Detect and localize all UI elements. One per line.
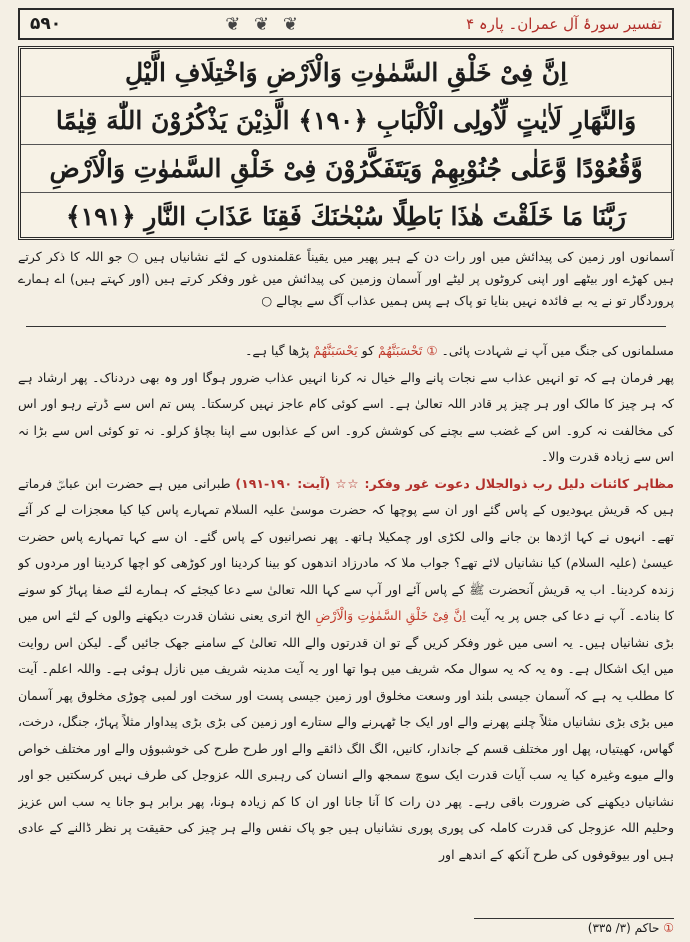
footnote-marker-text: ① تَحْسَبَنَّهُمْ [378, 343, 438, 358]
page-header [18, 8, 674, 40]
quranic-quote: اِنَّ فِیْ خَلْقِ السَّمٰوٰتِ وَالْاَرْضِ [315, 608, 466, 623]
footnote-text: حاکم (۳/ ۳۳۵) [587, 921, 660, 935]
quranic-word: یَحْسَبَنَّهُمْ [313, 343, 358, 358]
commentary-text-run: کو [361, 343, 375, 358]
commentary-text-run: مسلمانوں کی جنگ میں آپ نے شہادت پائی۔ [441, 343, 674, 358]
verse-line: وَالنَّهَارِ لَاٰیٰتٍ لِّاُولِی الْاَلْبَابِ ﴿۱۹۰﴾ الَّذِیْنَ یَذْکُرُوْنَ اللّٰهَ قِیٰمًا [21, 97, 671, 145]
section-divider [26, 326, 666, 327]
footnote-number: ① [663, 921, 674, 935]
commentary-text-run: پڑھا گیا ہے۔ [245, 343, 310, 358]
verse-line: وَّقُعُوْدًا وَّعَلٰی جُنُوْبِهِمْ وَیَتَفَکَّرُوْنَ فِیْ خَلْقِ السَّمٰوٰتِ وَالْاَرْضِ [21, 145, 671, 193]
commentary-paragraph [18, 471, 674, 869]
header-ornament-icon: ❦ ❦ ❦ [225, 13, 302, 35]
section-heading: مظاہر کائنات دلیل رب ذوالجلال دعوت غور وفکر: ☆☆ (آیت: ۱۹۰-۱۹۱) [235, 475, 674, 491]
footnote [18, 920, 674, 936]
commentary-text-run: طبرانی میں ہے حضرت ابن عباسؓ فرماتے ہیں کہ قریش یہودیوں کے پاس گئے اور ان سے پوچھا کہ حضرت موسیٰ علیہ السلام تمہارے پاس کیا کیا معجزات لے کر آئے تھے۔ انہوں نے کہا اژدھا بن جانے والی لکڑی اور چمکیلا ہاتھ۔ پھر نصرانیوں کے پاس گئے۔ ان سے کہا تمہارے پاس حضرت عیسیٰ (علیہ السلام) کیا نشانیاں لائے تھے؟ جواب ملا کہ مادرزاد اندھوں کو بینا کردینا اور کوڑھی کو اچھا کردینا اور مردوں کو زندہ کردینا۔ اب یہ قریش آنحضرت ﷺ کے پاس آئے اور آپ سے کہا اللہ تعالیٰ سے دعا کیجئے کہ ہمارے لئے صفا پہاڑ کو سونے کا بنادے۔ آپ نے دعا کی جس پر یہ آیت [18, 475, 674, 623]
commentary-text [18, 338, 674, 918]
running-title: تفسیر سورۂ آل عمران۔ پارہ ۴ [466, 15, 662, 33]
commentary-text-run: الخ اتری یعنی نشان قدرت دیکھنے والوں کے لئے اس میں بڑی نشانیاں ہیں۔ یہ اسی میں غور وفکر کریں گے تو ان قدرتوں والے اللہ تعالیٰ کے سامنے جھک جائیں گے۔ لیکن اس روایت میں ایک اشکال ہے۔ وہ یہ کہ یہ سوال مکہ شریف میں ہوا تھا اور یہ آیت مدینہ شریف میں نازل ہوئی ہے۔ واللہ اعلم۔ آیت کا مطلب یہ ہے کہ آسمان جیسی بلند اور وسعت مخلوق اور زمین جیسی پست اور سخت اور لمبی چوڑی مخلوق پھر آسمان میں بڑی بڑی نشانیاں مثلاً چلنے پھرنے والے اور ایک جا ٹھہرنے والے ستارے اور زمین کی بڑی بڑی پیداوار مثلاً پہاڑ، جنگل، درخت، گھاس، کھیتیاں، پھل اور مختلف قسم کے جاندار، کانیں، الگ الگ ذائقے والے اور طرح طرح کی خوشبوؤں والے اور مختلف خواص والے میوے وغیرہ کیا یہ سب آیات قدرت ایک سوچ سمجھ والے انسان کی رہبری اللہ عزوجل کی طرف نہیں کرسکتیں جو اور نشانیاں دیکھنے کی ضرورت باقی رہے۔ پھر دن رات کا آنا جانا اور ان کا کم زیادہ ہونا، پھر برابر ہو جانا یہ سب اس عزیز وحلیم اللہ عزوجل کی قدرت کاملہ کی پوری پوری نشانیاں ہیں جو پاک نفس والے ہر چیز کی حقیقت پر نظر ڈالنے کے عادی ہیں اور بیوقوفوں کی طرح آنکھ کے اندھے اور [18, 608, 674, 862]
page-number: ۵۹۰ [30, 14, 62, 34]
commentary-paragraph: پھر فرمان ہے کہ تو انہیں عذاب سے نجات پانے والے خیال نہ کرنا انہیں عذاب ضرور ہوگا اور وہ بھی دردناک۔ پھر ارشاد ہے کہ ہر چیز کا مالک اور ہر چیز پر قادر اللہ تعالیٰ ہے۔ اسے کوئی کام عاجز نہیں کرسکتا۔ پس تم اس سے ڈرتے رہو اور اس کی مخالفت نہ کرو۔ اس کے غضب سے بچنے کی کوشش کرو۔ اس کے عذابوں سے اپنا بچاؤ کرلو۔ نہ تو کوئی اس سے بڑا نہ اس سے زیادہ قدرت والا۔ [18, 369, 674, 464]
footnote-rule [474, 918, 674, 919]
verse-line: اِنَّ فِیْ خَلْقِ السَّمٰوٰتِ وَالْاَرْضِ وَاخْتِلَافِ الَّیْلِ [21, 49, 671, 97]
verse-translation: آسمانوں اور زمین کی پیدائش میں اور رات دن کے ہیر پھیر میں یقیناً عقلمندوں کے لئے نشانیاں ہیں ○ جو اللہ کا ذکر کرتے ہیں کھڑے اور بیٹھے اور اپنی کروٹوں پر لیٹے اور آسمان وزمین کی پیدائش میں غور وفکر کرتے ہیں (اور کہتے ہیں) اے ہمارے پروردگار تو نے یہ بے فائدہ نہیں بنایا تو پاک ہے پس ہمیں عذاب آگ سے بچالے ○ [18, 249, 674, 308]
quran-verse-block [18, 46, 674, 240]
book-page [18, 8, 674, 934]
verse-line: رَبَّنَا مَا خَلَقْتَ هٰذَا بَاطِلًا سُبْحٰنَكَ فَقِنَا عَذَابَ النَّارِ ﴿۱۹۱﴾ [65, 202, 627, 231]
commentary-paragraph [18, 338, 674, 365]
